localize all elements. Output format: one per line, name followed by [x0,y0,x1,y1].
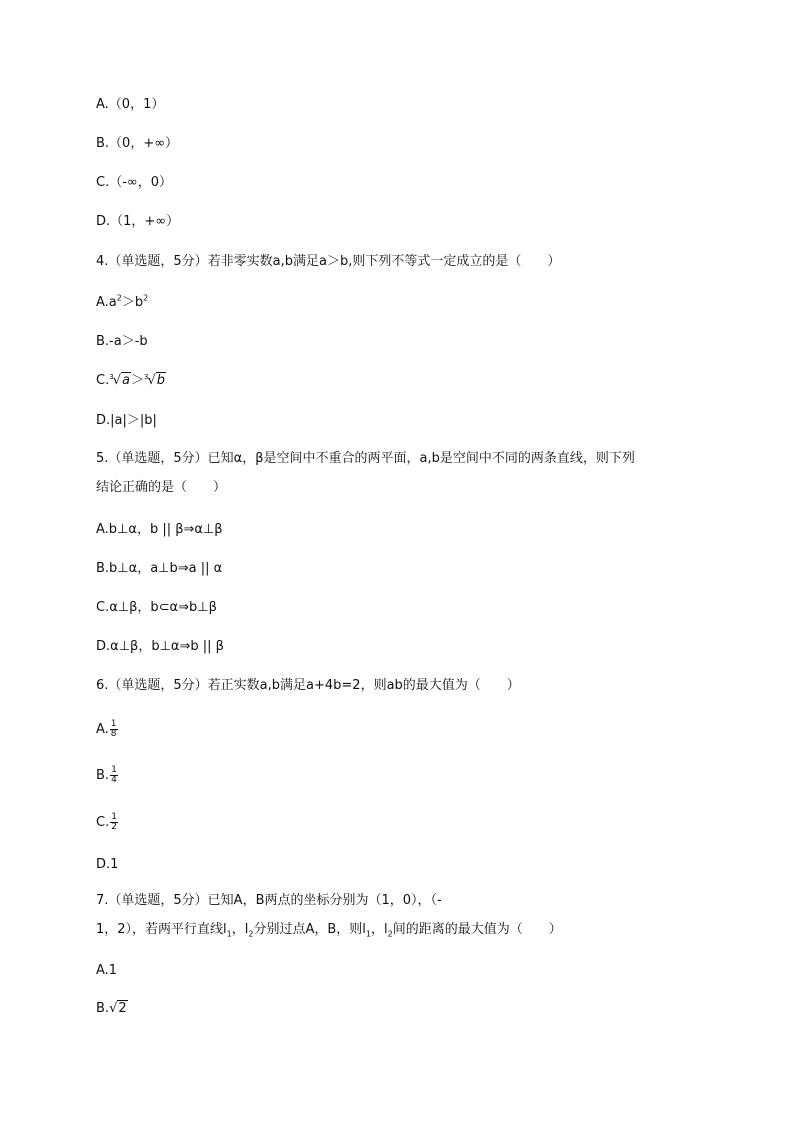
q7-stem-line2: 1，2），若两平行直线$l_1$，$l_2$分别过点A，B，则$l_1$，$l_2$间的距离的最大值为（ ） [96,922,562,939]
q6-option-c: C. $\frac{1}{2}$ [96,812,117,832]
fraction-one-half: $\frac{1}{2}$ [111,812,117,832]
q3-option-a: A.（0，1） [96,97,165,112]
q4-stem: 4.（单选题，5分）若非零实数a,b满足a＞b,则下列不等式一定成立的是（ ） [96,254,561,269]
fraction-one-quarter: $\frac{1}{4}$ [111,765,117,785]
q4-option-d: D.|a|＞|b| [96,413,157,428]
q3-option-b: B.（0，+∞） [96,136,179,151]
q4-option-b: B.-a＞-b [96,334,148,349]
square-root-two: √2 [109,1001,127,1016]
q6-stem: 6.（单选题，5分）若正实数a,b满足a+4b=2，则ab的最大值为（ ） [96,678,520,693]
q5-stem-line2: 结论正确的是（ ） [96,480,227,495]
q3-option-d: D.（1，+∞） [96,214,180,229]
q7-stem-line1: 7.（单选题，5分）已知A，B两点的坐标分别为（1，0），（- [96,893,442,908]
q6-option-d: D.1 [96,857,119,872]
q6-option-a: A. $\frac{1}{8}$ [96,719,117,739]
q4-option-a: $A.a^2>b^2$ [96,293,149,310]
q3-option-c: C.（-∞，0） [96,175,173,190]
q7-option-b: B.√2 [96,1001,127,1016]
q5-option-c: C.α⊥β，b⊂α⇒b⊥β [96,600,217,615]
q5-option-d: D.α⊥β，b⊥α⇒b || β [96,639,224,654]
q7-option-a: A.1 [96,963,118,978]
fraction-one-eighth: $\frac{1}{8}$ [110,719,117,739]
q4-option-c: C.$^3$√a＞$^3$√b [96,372,165,388]
q5-option-b: B.b⊥α，a⊥b⇒a || α [96,561,223,576]
q6-option-b: B. $\frac{1}{4}$ [96,765,117,785]
cube-root-b: $^3$√b [143,372,165,388]
q5-stem-line1: 5.（单选题，5分）已知α，β是空间中不重合的两平面，a,b是空间中不同的两条直线，则下列 [96,451,635,466]
cube-root-a: $^3$√a [109,372,130,388]
q5-option-a: A.b⊥α，b || β⇒α⊥β [96,522,223,537]
